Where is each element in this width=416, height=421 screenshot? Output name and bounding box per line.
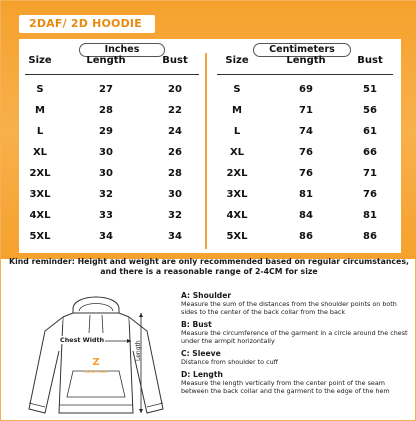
size-cell: 3XL	[29, 189, 51, 200]
length-in-cell: 30	[99, 168, 113, 179]
length-in-cell: 29	[99, 126, 113, 137]
length-cm-cell: 74	[299, 126, 313, 137]
bust-cm-cell: 61	[363, 126, 377, 137]
header-underline-cm	[217, 74, 393, 75]
definition-body: Measure the sum of the distances from the shoulder points on both sides to the center of the back collar from the back	[181, 300, 397, 316]
definition-length	[181, 370, 411, 395]
chest-width-label: Chest Width	[60, 336, 105, 344]
table-row	[19, 205, 401, 227]
size-cm-cell: 5XL	[226, 231, 248, 242]
length-cm-cell: 71	[299, 105, 313, 116]
header-bust-in: Bust	[162, 55, 188, 66]
reminder-line-1: Kind reminder: Height and weight are only recommended based on regular circumstances,	[9, 257, 409, 266]
size-cell: L	[36, 126, 44, 137]
size-cm-cell: 2XL	[226, 168, 248, 179]
size-cm-cell: 3XL	[226, 189, 248, 200]
definition-title: A: Shoulder	[181, 291, 232, 300]
bust-in-cell: 28	[168, 168, 182, 179]
table-row	[19, 184, 401, 206]
size-cm-cell: XL	[229, 147, 245, 158]
bust-in-cell: 20	[168, 84, 182, 95]
bust-cm-cell: 76	[363, 189, 377, 200]
header-bust-cm: Bust	[357, 55, 383, 66]
header-size: Size	[28, 55, 52, 66]
bust-cm-cell: 56	[363, 105, 377, 116]
table-row	[19, 142, 401, 164]
table-row	[19, 226, 401, 248]
table-row	[19, 121, 401, 143]
definition-title: C: Sleeve	[181, 349, 221, 358]
reminder-line-2: and there is a reasonable range of 2-4CM for size	[100, 267, 318, 276]
length-cm-cell: 81	[299, 189, 313, 200]
size-cm-cell: L	[233, 126, 241, 137]
table-row	[19, 163, 401, 185]
definition-body: Distance from shoulder to cuff	[181, 358, 279, 366]
length-cm-cell: 76	[299, 168, 313, 179]
length-in-cell: 32	[99, 189, 113, 200]
size-cm-cell: S	[233, 84, 241, 95]
bust-cm-cell: 81	[363, 210, 377, 221]
bust-in-cell: 22	[168, 105, 182, 116]
length-in-cell: 27	[99, 84, 113, 95]
bust-in-cell: 34	[168, 231, 182, 242]
definition-sleeve	[181, 349, 411, 366]
definition-title: D: Length	[181, 370, 223, 379]
hoodie-diagram	[23, 291, 173, 419]
size-cell: 4XL	[29, 210, 51, 221]
bust-in-cell: 26	[168, 147, 182, 158]
size-table	[19, 39, 401, 253]
bust-cm-cell: 71	[363, 168, 377, 179]
length-cm-cell: 69	[299, 84, 313, 95]
bust-in-cell: 32	[168, 210, 182, 221]
measurement-definitions	[181, 291, 411, 399]
hoodie-illustration	[23, 291, 173, 419]
product-title: 2DAF/ 2D HOODIE	[19, 15, 155, 33]
bust-in-cell: 24	[168, 126, 182, 137]
size-cell: M	[35, 105, 45, 116]
header-size-cm: Size	[225, 55, 249, 66]
brand-logo-icon: Z	[92, 357, 100, 368]
length-cm-cell: 84	[299, 210, 313, 221]
size-cm-cell: M	[232, 105, 242, 116]
table-header-row	[19, 55, 401, 73]
bust-cm-cell: 51	[363, 84, 377, 95]
table-row	[19, 100, 401, 122]
length-in-cell: 28	[99, 105, 113, 116]
size-cell: S	[36, 84, 44, 95]
header-length-cm: Length	[286, 55, 326, 66]
header-underline-inches	[25, 74, 199, 75]
table-row	[19, 79, 401, 101]
size-cell: 2XL	[29, 168, 51, 179]
length-in-cell: 34	[99, 231, 113, 242]
length-in-cell: 30	[99, 147, 113, 158]
bust-cm-cell: 86	[363, 231, 377, 242]
centimeters-group-label: Centimeters	[253, 43, 351, 57]
definition-body: Measure the length vertically from the center point of the seam between the back collar and the garment to the edge of the hem	[181, 379, 390, 395]
bust-cm-cell: 66	[363, 147, 377, 158]
length-in-cell: 33	[99, 210, 113, 221]
size-cm-cell: 4XL	[226, 210, 248, 221]
inches-group-label: Inches	[79, 43, 165, 57]
definition-bust	[181, 320, 411, 345]
definition-shoulder	[181, 291, 411, 316]
size-cell: XL	[32, 147, 48, 158]
header-length-in: Length	[86, 55, 126, 66]
length-label: Length	[135, 340, 142, 361]
length-cm-cell: 76	[299, 147, 313, 158]
bust-in-cell: 30	[168, 189, 182, 200]
kind-reminder	[9, 257, 409, 277]
brand-logo-text: ZAKRAT WEAR	[84, 370, 108, 374]
size-cell: 5XL	[29, 231, 51, 242]
definition-body: Measure the circumference of the garment in a circle around the chest under the armpit horizontally	[181, 329, 408, 345]
length-cm-cell: 86	[299, 231, 313, 242]
definition-title: B: Bust	[181, 320, 212, 329]
